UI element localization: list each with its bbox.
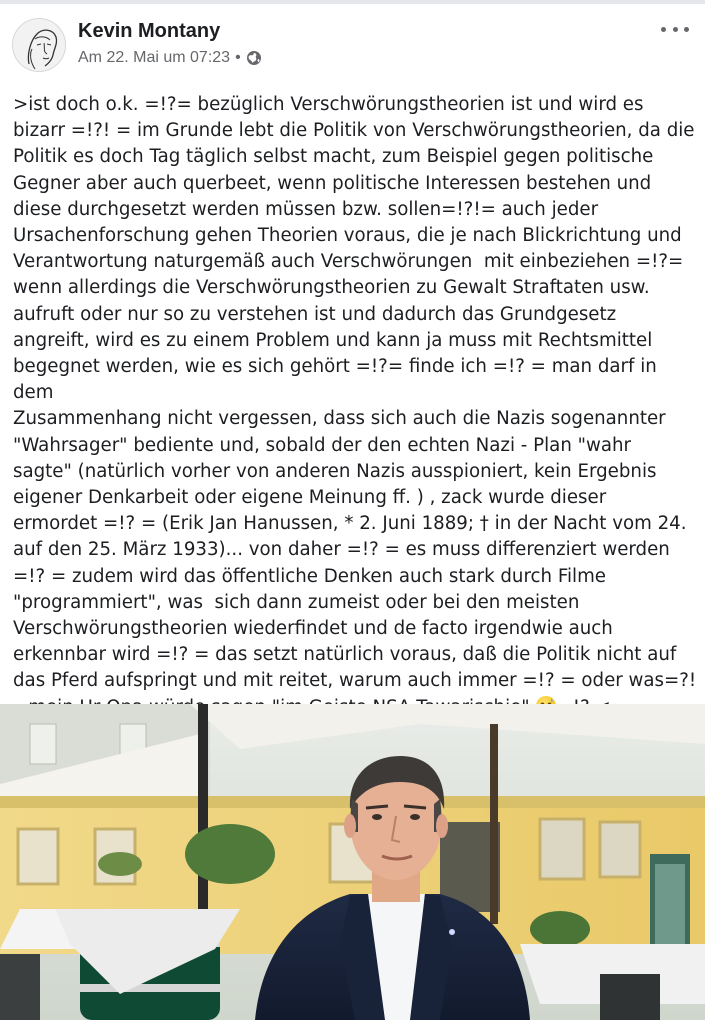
top-divider <box>0 0 705 4</box>
post-photo[interactable] <box>0 704 705 1020</box>
globe-icon[interactable] <box>246 50 262 66</box>
post-text: >ist doch o.k. =!?= bezüglich Verschwörungstheorien ist und wird es bizarr =!?! = im Grunde lebt die Politik von Verschwörungstheorien, da die Politik es doch Tag täglich selbst macht, zum Beispiel gegen politische Gegner aber auch querbeet, wenn politische Interessen bestehen und diese durchgesetzt werden müssen bzw. sollen=!?!= auch jeder Ursachenforschung gehen Theorien voraus, die je nach Blickrichtung und Verantwortung naturgemäß auch Verschwörungen mit einbeziehen =!?= wenn allerdings die Verschwörungstheorien zu Gewalt Straftaten usw. aufruft oder nur so zu verstehen ist und dadurch das Grundgesetz angreift, wird es zu einem Problem und kann ja muss mit Rechtsmittel begegnet werden, wie es sich gehört =!?= finde ich =!? = man darf in dem Zusammenhang nicht vergessen, dass sich auch die Nazis sogenannter "Wahrsager" bediente und, sobald der den echten Nazi - Plan "wahr sagte" (natürlich vorher von anderen Nazis ausspioniert, kein Ergebnis eigener Denkarbeit oder eigene Meinung ff. ) , zack wurde dieser ermordet =!? = (Erik Jan Hanussen, * 2. Juni 1889; † in der Nacht vom 24. auf den 25. März 1933)... von daher =!? = es muss differenziert werden =!? = zudem wird das öffentliche Denken auch stark durch Filme "programmiert", was sich dann zumeist oder bei den meisten Verschwörungstheorien wiederfindet und de facto irgendwie auch erkennbar wird =!? = das setzt natürlich voraus, daß die Politik nicht auf das Pferd aufspringt und mit reitet, warum auch immer =!? = oder was=?! <box>13 94 697 692</box>
post-body <box>13 92 699 721</box>
post-meta <box>78 49 262 67</box>
author-avatar[interactable] <box>12 18 66 72</box>
avatar-sketch-icon <box>13 19 66 72</box>
more-dot <box>661 27 666 32</box>
post-timestamp[interactable]: Am 22. Mai um 07:23 <box>78 49 231 66</box>
meta-separator: • <box>235 49 241 66</box>
more-dot <box>684 27 689 32</box>
photo-illustration <box>0 704 705 1020</box>
author-name[interactable]: Kevin Montany <box>78 20 221 42</box>
more-dot <box>673 27 678 32</box>
more-options-icon[interactable] <box>661 20 689 38</box>
post-header <box>0 14 705 76</box>
